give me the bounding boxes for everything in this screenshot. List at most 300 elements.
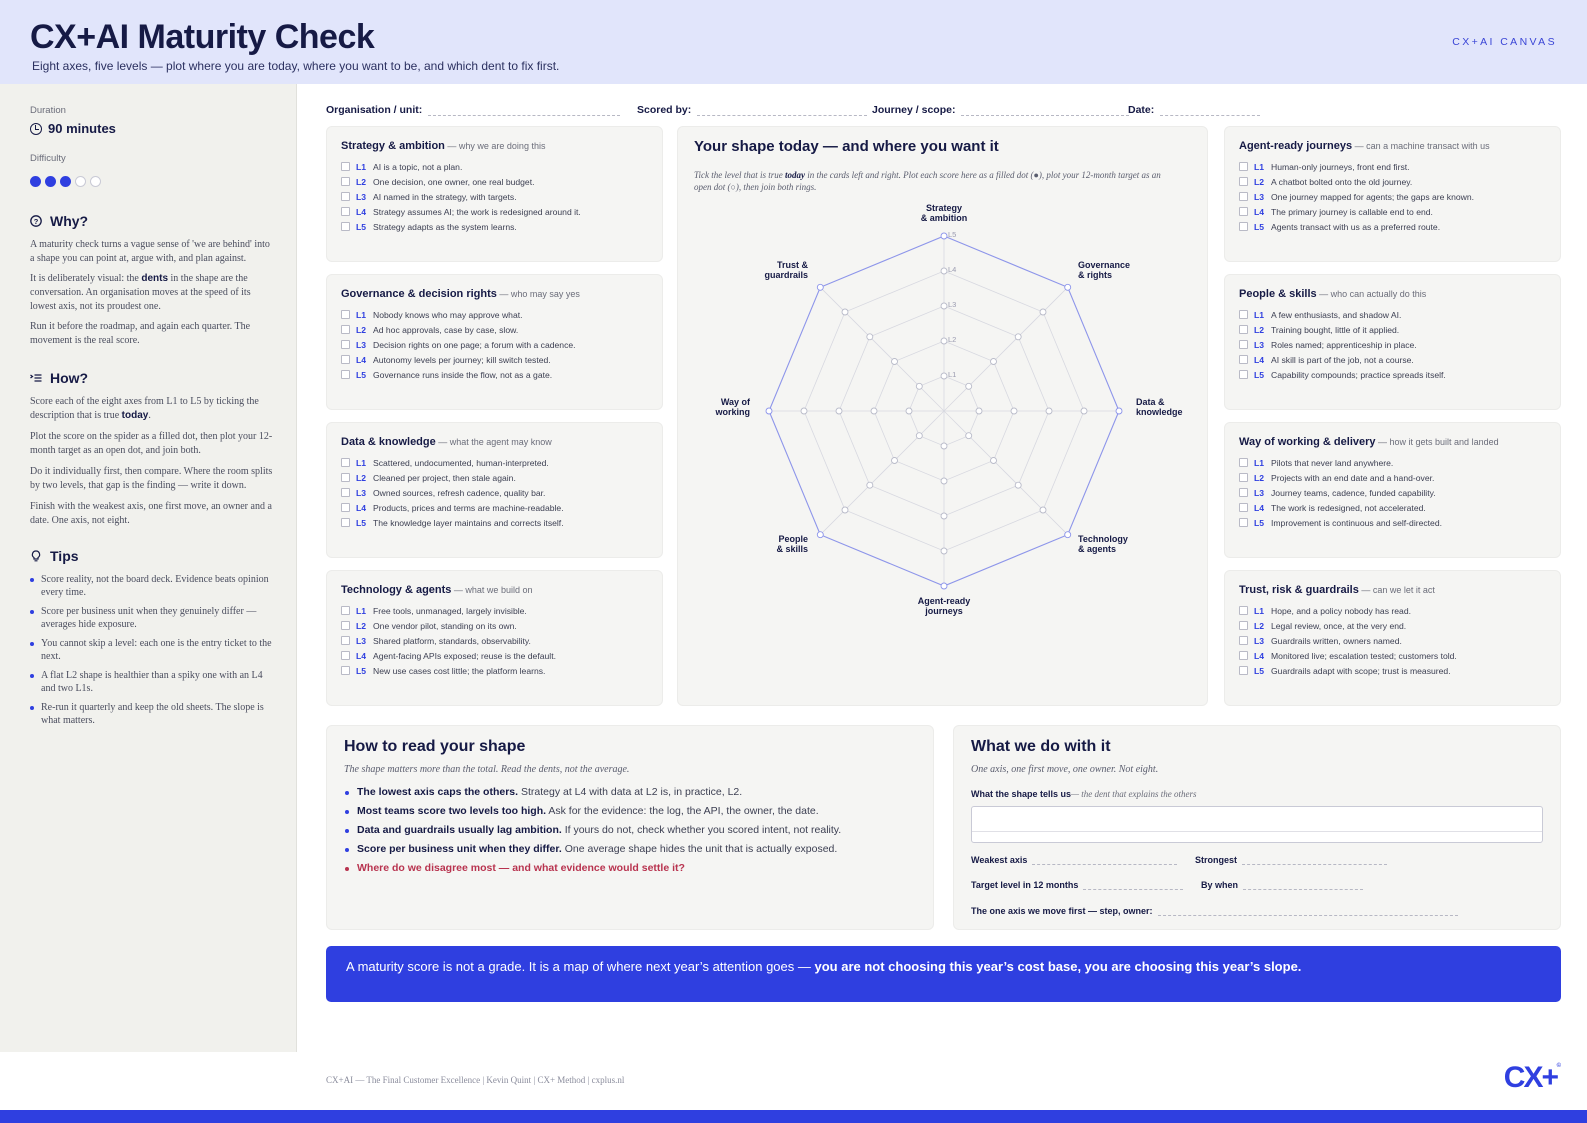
spider-axis-line: [944, 287, 1068, 411]
journey-field[interactable]: [872, 104, 1129, 116]
level-code: L4: [1254, 650, 1265, 661]
level-description: One decision, one owner, one real budget.: [373, 176, 535, 187]
spider-title: Your shape today — and where you want it: [694, 138, 999, 155]
level-description: The primary journey is callable end to end.: [1271, 206, 1433, 217]
level-code: L1: [1254, 309, 1265, 320]
level-option[interactable]: [1239, 219, 1474, 234]
svg-text:?: ?: [33, 216, 39, 226]
level-checkbox[interactable]: [1239, 488, 1248, 497]
axis-card-title: Strategy & ambition — why we are doing this: [341, 140, 546, 152]
how-paragraph-4: Finish with the weakest axis, one first move, an owner and a date. One axis, not eight.: [30, 501, 272, 526]
bottom-accent-bar: [0, 1110, 1587, 1123]
level-option[interactable]: [1239, 174, 1474, 189]
axis-card-title: Agent-ready journeys — can a machine transact with us: [1239, 140, 1490, 152]
spider-plot-point[interactable]: [766, 408, 772, 414]
level-option[interactable]: [1239, 515, 1442, 530]
closing-banner: [326, 946, 1561, 1002]
level-code: L1: [356, 457, 367, 468]
read-shape-item: Data and guardrails usually lag ambition. If yours do not, check whether you scored intent, not reality.: [344, 821, 841, 840]
level-description: Training bought, little of it applied.: [1271, 324, 1400, 335]
weakest-axis-field[interactable]: Weakest axis: [971, 855, 1177, 865]
weakest-axis-line[interactable]: [1032, 855, 1177, 865]
level-checkbox[interactable]: [1239, 162, 1248, 171]
level-option[interactable]: [341, 470, 564, 485]
spider-plot-point[interactable]: [941, 303, 947, 309]
level-option[interactable]: [341, 648, 556, 663]
level-checkbox[interactable]: [1239, 325, 1248, 334]
date-label: Date:: [1128, 104, 1155, 116]
level-description: Strategy assumes AI; the work is redesigned around it.: [373, 206, 581, 217]
level-code: L3: [356, 339, 367, 350]
axis-card-title: People & skills — who can actually do this: [1239, 288, 1427, 300]
why-paragraph-2: It is deliberately visual: the dents in the shape are the conversation. An organisation moves at the speed of its lowest axis, not its proudest one.: [30, 273, 251, 312]
level-checkbox[interactable]: [341, 666, 350, 675]
question-icon: [30, 215, 42, 227]
spider-panel: [677, 126, 1208, 706]
axis-card-title: Trust, risk & guardrails — can we let it act: [1239, 584, 1435, 596]
level-checkbox[interactable]: [341, 207, 350, 216]
sidebar: [0, 84, 297, 1052]
level-code: L5: [1254, 221, 1265, 232]
spider-plot-point[interactable]: [976, 408, 982, 414]
spider-plot-point[interactable]: [941, 338, 947, 344]
level-checkbox[interactable]: [341, 340, 350, 349]
organisation-label: Organisation / unit:: [326, 104, 423, 116]
ring-label: L4: [948, 265, 957, 274]
level-description: New use cases cost little; the platform learns.: [373, 665, 546, 676]
spider-plot-point[interactable]: [1116, 408, 1122, 414]
level-code: L5: [356, 665, 367, 676]
level-option[interactable]: [1239, 337, 1446, 352]
level-option[interactable]: [341, 633, 556, 648]
level-checkbox[interactable]: [341, 606, 350, 615]
axis-card-title: Data & knowledge — what the agent may know: [341, 436, 552, 448]
level-checkbox[interactable]: [1239, 503, 1248, 512]
ring-label: L3: [948, 300, 957, 309]
axis-card: [326, 126, 663, 262]
spider-plot-point[interactable]: [801, 408, 807, 414]
read-shape-intro: The shape matters more than the total. Read the dents, not the average.: [344, 764, 630, 775]
level-option[interactable]: [341, 485, 564, 500]
level-checkbox[interactable]: [1239, 222, 1248, 231]
axis-card: [326, 570, 663, 706]
spider-plot-point[interactable]: [842, 309, 848, 315]
spider-plot-point[interactable]: [867, 482, 873, 488]
level-code: L5: [1254, 517, 1265, 528]
level-option[interactable]: [1239, 618, 1457, 633]
level-checkbox[interactable]: [1239, 518, 1248, 527]
axis-card: [1224, 274, 1561, 410]
level-description: Nobody knows who may approve what.: [373, 309, 523, 320]
level-code: L4: [356, 206, 367, 217]
read-shape-item: Most teams score two levels too high. Ask for the evidence: the log, the API, the owner, the date.: [344, 802, 841, 821]
spider-plot-point[interactable]: [941, 513, 947, 519]
spider-plot-point[interactable]: [1040, 507, 1046, 513]
level-code: L2: [1254, 324, 1265, 335]
spider-axis-label: Trust & guardrails: [764, 260, 808, 280]
level-code: L3: [1254, 191, 1265, 202]
why-paragraph-1: A maturity check turns a vague sense of 'we are behind' into a shape you can point at, argue with, and plan against.: [30, 239, 270, 264]
level-description: Free tools, unmanaged, largely invisible.: [373, 605, 527, 616]
level-code: L3: [1254, 339, 1265, 350]
ring-label: L2: [948, 335, 957, 344]
level-checkbox[interactable]: [341, 621, 350, 630]
level-checkbox[interactable]: [1239, 651, 1248, 660]
date-field[interactable]: [1128, 104, 1260, 116]
level-description: Shared platform, standards, observability.: [373, 635, 531, 646]
level-checkbox[interactable]: [1239, 177, 1248, 186]
level-option[interactable]: [341, 174, 581, 189]
level-option[interactable]: [1239, 322, 1446, 337]
spider-plot-point[interactable]: [916, 433, 922, 439]
level-description: AI skill is part of the job, not a course.: [1271, 354, 1414, 365]
read-shape-item: The lowest axis caps the others. Strategy at L4 with data at L2 is, in practice, L2.: [344, 783, 841, 802]
tip-item: You cannot skip a level: each one is the entry ticket to the next.: [30, 638, 275, 663]
scored-by-field[interactable]: [637, 104, 867, 116]
banner-text: A maturity score is not a grade. It is a map of where next year’s attention goes —: [346, 959, 815, 974]
banner-emphasis: you are not choosing this year’s cost base, you are choosing this year’s slope.: [814, 959, 1302, 974]
level-option[interactable]: [1239, 367, 1446, 382]
level-code: L2: [356, 176, 367, 187]
spider-axis-label: Data & knowledge: [1136, 397, 1183, 417]
spider-plot-point[interactable]: [941, 548, 947, 554]
spider-plot-point[interactable]: [836, 408, 842, 414]
spider-plot-point[interactable]: [941, 443, 947, 449]
spider-plot-point[interactable]: [966, 383, 972, 389]
level-option[interactable]: [1239, 603, 1457, 618]
level-option[interactable]: [341, 618, 556, 633]
level-description: Roles named; apprenticeship in place.: [1271, 339, 1417, 350]
first-move-field[interactable]: The one axis we move first — step, owner:: [971, 906, 1458, 916]
how-title: How?: [50, 370, 89, 386]
level-checkbox[interactable]: [1239, 606, 1248, 615]
level-option[interactable]: [1239, 648, 1457, 663]
level-description: Guardrails written, owners named.: [1271, 635, 1402, 646]
level-description: One journey mapped for agents; the gaps are known.: [1271, 191, 1475, 202]
spider-axis-line: [820, 287, 944, 411]
read-shape-title: How to read your shape: [344, 738, 526, 755]
level-description: Scattered, undocumented, human-interpreted.: [373, 457, 549, 468]
spider-plot-point[interactable]: [1046, 408, 1052, 414]
journey-line[interactable]: [961, 104, 1129, 116]
spider-plot-point[interactable]: [941, 268, 947, 274]
spider-plot-point[interactable]: [941, 583, 947, 589]
level-code: L1: [1254, 605, 1265, 616]
level-option[interactable]: [1239, 159, 1474, 174]
level-checkbox[interactable]: [341, 473, 350, 482]
level-checkbox[interactable]: [1239, 207, 1248, 216]
target-level-field[interactable]: Target level in 12 months: [971, 880, 1183, 890]
how-paragraph-3: Do it individually first, then compare. Where the room splits by two levels, that gap is the finding — write it down.: [30, 466, 273, 491]
spider-plot-point[interactable]: [842, 507, 848, 513]
difficulty-dot: [75, 176, 86, 187]
level-option[interactable]: [341, 322, 576, 337]
level-option[interactable]: [341, 500, 564, 515]
level-code: L5: [1254, 369, 1265, 380]
level-code: L1: [356, 309, 367, 320]
spider-plot-point[interactable]: [817, 532, 823, 538]
tip-item: Score reality, not the board deck. Evidence beats opinion every time.: [30, 574, 275, 599]
page-header: [0, 0, 1587, 84]
level-checkbox[interactable]: [341, 370, 350, 379]
level-code: L2: [1254, 472, 1265, 483]
level-description: Pilots that never land anywhere.: [1271, 457, 1394, 468]
level-code: L3: [1254, 635, 1265, 646]
level-code: L2: [1254, 620, 1265, 631]
level-checkbox[interactable]: [1239, 458, 1248, 467]
tips-list: [30, 574, 275, 734]
level-option[interactable]: [341, 189, 581, 204]
shape-tells-label: What the shape tells us — the dent that explains the others: [971, 789, 1197, 799]
level-description: Guardrails adapt with scope; trust is measured.: [1271, 665, 1451, 676]
organisation-line[interactable]: [428, 104, 620, 116]
level-option[interactable]: [1239, 455, 1442, 470]
level-checkbox[interactable]: [1239, 636, 1248, 645]
difficulty-label: Difficulty: [30, 153, 66, 164]
spider-plot-point[interactable]: [906, 408, 912, 414]
what-we-do-title: What we do with it: [971, 738, 1111, 755]
level-code: L4: [1254, 502, 1265, 513]
spider-plot-point[interactable]: [966, 433, 972, 439]
clock-icon: [30, 123, 42, 135]
level-option[interactable]: [341, 307, 576, 322]
how-paragraph-1: Score each of the eight axes from L1 to L5 by ticking the description that is true today.: [30, 396, 259, 421]
level-code: L4: [1254, 354, 1265, 365]
read-shape-item: Score per business unit when they differ. One average shape hides the unit that is actually exposed.: [344, 840, 841, 859]
level-code: L1: [356, 605, 367, 616]
level-code: L3: [1254, 487, 1265, 498]
level-checkbox[interactable]: [1239, 666, 1248, 675]
by-when-line[interactable]: [1243, 880, 1363, 890]
level-description: The work is redesigned, not accelerated.: [1271, 502, 1426, 513]
level-option[interactable]: [341, 204, 581, 219]
level-option[interactable]: [1239, 204, 1474, 219]
list-icon: [30, 372, 42, 384]
level-option[interactable]: [1239, 307, 1446, 322]
spider-axis-label: Strategy & ambition: [920, 203, 968, 223]
difficulty-dot: [90, 176, 101, 187]
level-option[interactable]: [341, 219, 581, 234]
level-checkbox[interactable]: [1239, 340, 1248, 349]
level-option[interactable]: [341, 515, 564, 530]
level-code: L4: [356, 354, 367, 365]
spider-axis-line: [820, 411, 944, 535]
level-code: L1: [356, 161, 367, 172]
how-paragraph-2: Plot the score on the spider as a filled dot, then plot your 12-month target as an open dot, and join both.: [30, 431, 273, 456]
spider-plot-point[interactable]: [1081, 408, 1087, 414]
level-code: L2: [356, 620, 367, 631]
spider-plot-point[interactable]: [941, 478, 947, 484]
level-description: Improvement is continuous and self-directed.: [1271, 517, 1443, 528]
level-checkbox[interactable]: [1239, 310, 1248, 319]
level-description: A few enthusiasts, and shadow AI.: [1271, 309, 1402, 320]
first-move-line[interactable]: [1158, 906, 1458, 916]
level-checkbox[interactable]: [341, 222, 350, 231]
level-code: L2: [356, 324, 367, 335]
level-code: L4: [1254, 206, 1265, 217]
level-description: Capability compounds; practice spreads itself.: [1271, 369, 1446, 380]
level-description: AI named in the strategy, with targets.: [373, 191, 517, 202]
level-option[interactable]: [1239, 633, 1457, 648]
tip-item: Score per business unit when they genuinely differ — averages hide exposure.: [30, 606, 275, 631]
duration-label: Duration: [30, 105, 66, 116]
difficulty-rating: [30, 176, 101, 187]
level-description: Decision rights on one page; a forum with a cadence.: [373, 339, 576, 350]
level-option[interactable]: [341, 367, 576, 382]
spider-plot-point[interactable]: [1011, 408, 1017, 414]
tip-item: A flat L2 shape is healthier than a spiky one with an L4 and two L1s.: [30, 670, 275, 695]
axis-card: [1224, 422, 1561, 558]
spider-plot-point[interactable]: [941, 373, 947, 379]
journey-label: Journey / scope:: [872, 104, 956, 116]
level-code: L3: [356, 635, 367, 646]
level-option[interactable]: [1239, 470, 1442, 485]
level-checkbox[interactable]: [1239, 192, 1248, 201]
why-title: Why?: [50, 213, 89, 229]
scored-by-label: Scored by:: [637, 104, 692, 116]
spider-plot-point[interactable]: [867, 334, 873, 340]
level-option[interactable]: [341, 352, 576, 367]
level-checkbox[interactable]: [1239, 621, 1248, 630]
level-checkbox[interactable]: [341, 488, 350, 497]
spider-plot-point[interactable]: [892, 458, 898, 464]
level-checkbox[interactable]: [341, 355, 350, 364]
level-description: One vendor pilot, standing on its own.: [373, 620, 517, 631]
level-option[interactable]: [1239, 500, 1442, 515]
spider-plot-point[interactable]: [941, 233, 947, 239]
level-code: L3: [356, 191, 367, 202]
level-checkbox[interactable]: [341, 310, 350, 319]
strongest-field[interactable]: Strongest: [1195, 855, 1387, 865]
level-option[interactable]: [341, 663, 556, 678]
axis-card: [326, 274, 663, 410]
level-description: Products, prices and terms are machine-readable.: [373, 502, 564, 513]
level-option[interactable]: [341, 455, 564, 470]
disagreement-question: Where do we disagree most — and what evidence would settle it?: [344, 859, 841, 878]
level-checkbox[interactable]: [341, 458, 350, 467]
axis-card-title: Technology & agents — what we build on: [341, 584, 533, 596]
what-we-do-card: [953, 725, 1561, 930]
by-when-field[interactable]: By when: [1201, 880, 1363, 890]
ring-label: L1: [948, 370, 957, 379]
level-checkbox[interactable]: [1239, 370, 1248, 379]
level-code: L1: [1254, 457, 1265, 468]
level-checkbox[interactable]: [341, 192, 350, 201]
level-description: Ad hoc approvals, case by case, slow.: [373, 324, 519, 335]
spider-axis-label: People & skills: [776, 534, 808, 554]
axis-card: [1224, 126, 1561, 262]
level-checkbox[interactable]: [341, 518, 350, 527]
page-subtitle: Eight axes, five levels — plot where you are today, where you want to be, and which dent to fix first.: [32, 59, 560, 73]
level-checkbox[interactable]: [341, 162, 350, 171]
level-option[interactable]: [341, 603, 556, 618]
level-code: L2: [356, 472, 367, 483]
level-description: Strategy adapts as the system learns.: [373, 221, 517, 232]
spider-plot-point[interactable]: [1015, 482, 1021, 488]
scored-by-line[interactable]: [697, 104, 867, 116]
date-line[interactable]: [1160, 104, 1260, 116]
spider-plot-point[interactable]: [1065, 284, 1071, 290]
tip-item: Re-run it quarterly and keep the old sheets. The slope is what matters.: [30, 702, 275, 727]
level-checkbox[interactable]: [341, 636, 350, 645]
level-description: Owned sources, refresh cadence, quality bar.: [373, 487, 546, 498]
read-shape-card: [326, 725, 934, 930]
difficulty-dot: [30, 176, 41, 187]
level-description: Autonomy levels per journey; kill switch tested.: [373, 354, 551, 365]
brand-tag: CX+AI CANVAS: [1452, 36, 1557, 48]
spider-plot-point[interactable]: [892, 359, 898, 365]
level-description: Agent-facing APIs exposed; reuse is the default.: [373, 650, 556, 661]
why-paragraph-3: Run it before the roadmap, and again each quarter. The movement is the real score.: [30, 321, 251, 346]
axis-card-title: Governance & decision rights — who may say yes: [341, 288, 580, 300]
spider-plot-point[interactable]: [1015, 334, 1021, 340]
level-checkbox[interactable]: [341, 325, 350, 334]
level-code: L5: [356, 221, 367, 232]
level-description: AI is a topic, not a plan.: [373, 161, 463, 172]
level-option[interactable]: [341, 159, 581, 174]
spider-plot-point[interactable]: [871, 408, 877, 414]
level-checkbox[interactable]: [1239, 473, 1248, 482]
spider-plot-point[interactable]: [991, 458, 997, 464]
spider-plot-point[interactable]: [817, 284, 823, 290]
duration-value: [30, 121, 116, 136]
level-checkbox[interactable]: [1239, 355, 1248, 364]
level-code: L2: [1254, 176, 1265, 187]
level-code: L3: [356, 487, 367, 498]
spider-plot-point[interactable]: [1040, 309, 1046, 315]
organisation-field[interactable]: [326, 104, 620, 116]
spider-axis-label: Technology & agents: [1078, 534, 1128, 554]
level-option[interactable]: [1239, 189, 1474, 204]
level-description: A chatbot bolted onto the old journey.: [1271, 176, 1413, 187]
target-level-line[interactable]: [1083, 880, 1183, 890]
read-shape-list: [344, 783, 841, 878]
level-description: Governance runs inside the flow, not as a gate.: [373, 369, 553, 380]
level-option[interactable]: [1239, 352, 1446, 367]
level-option[interactable]: [341, 337, 576, 352]
tips-title: Tips: [50, 548, 79, 564]
level-checkbox[interactable]: [341, 651, 350, 660]
spider-axis-label: Agent-ready journeys: [917, 596, 971, 616]
spider-instructions: Tick the level that is true today in the cards left and right. Plot each score here as a filled dot (●), plot your 12-month target as an open dot (○), then join both rings.: [694, 170, 1161, 192]
level-description: Hope, and a policy nobody has read.: [1271, 605, 1411, 616]
level-option[interactable]: [1239, 485, 1442, 500]
level-description: Legal review, once, at the very end.: [1271, 620, 1407, 631]
shape-tells-input[interactable]: [971, 806, 1543, 843]
ring-label: L5: [948, 230, 957, 239]
level-code: L4: [356, 502, 367, 513]
strongest-line[interactable]: [1242, 855, 1387, 865]
axis-card: [326, 422, 663, 558]
level-checkbox[interactable]: [341, 177, 350, 186]
spider-axis-line: [944, 411, 1068, 535]
tips-heading: [30, 548, 79, 564]
spider-plot-point[interactable]: [991, 359, 997, 365]
level-description: Journey teams, cadence, funded capability.: [1271, 487, 1436, 498]
level-code: L1: [1254, 161, 1265, 172]
why-heading: [30, 213, 88, 229]
axis-card-title: Way of working & delivery — how it gets built and landed: [1239, 436, 1499, 448]
spider-plot-point[interactable]: [1065, 532, 1071, 538]
spider-plot-point[interactable]: [916, 383, 922, 389]
level-description: Agents transact with us as a preferred route.: [1271, 221, 1441, 232]
footer-credits: CX+AI — The Final Customer Excellence | Kevin Quint | CX+ Method | cxplus.nl: [326, 1075, 625, 1085]
level-code: L5: [356, 369, 367, 380]
level-checkbox[interactable]: [341, 503, 350, 512]
level-option[interactable]: [1239, 663, 1457, 678]
duration-text: 90 minutes: [48, 121, 116, 136]
page-title: CX+AI Maturity Check: [30, 18, 375, 56]
